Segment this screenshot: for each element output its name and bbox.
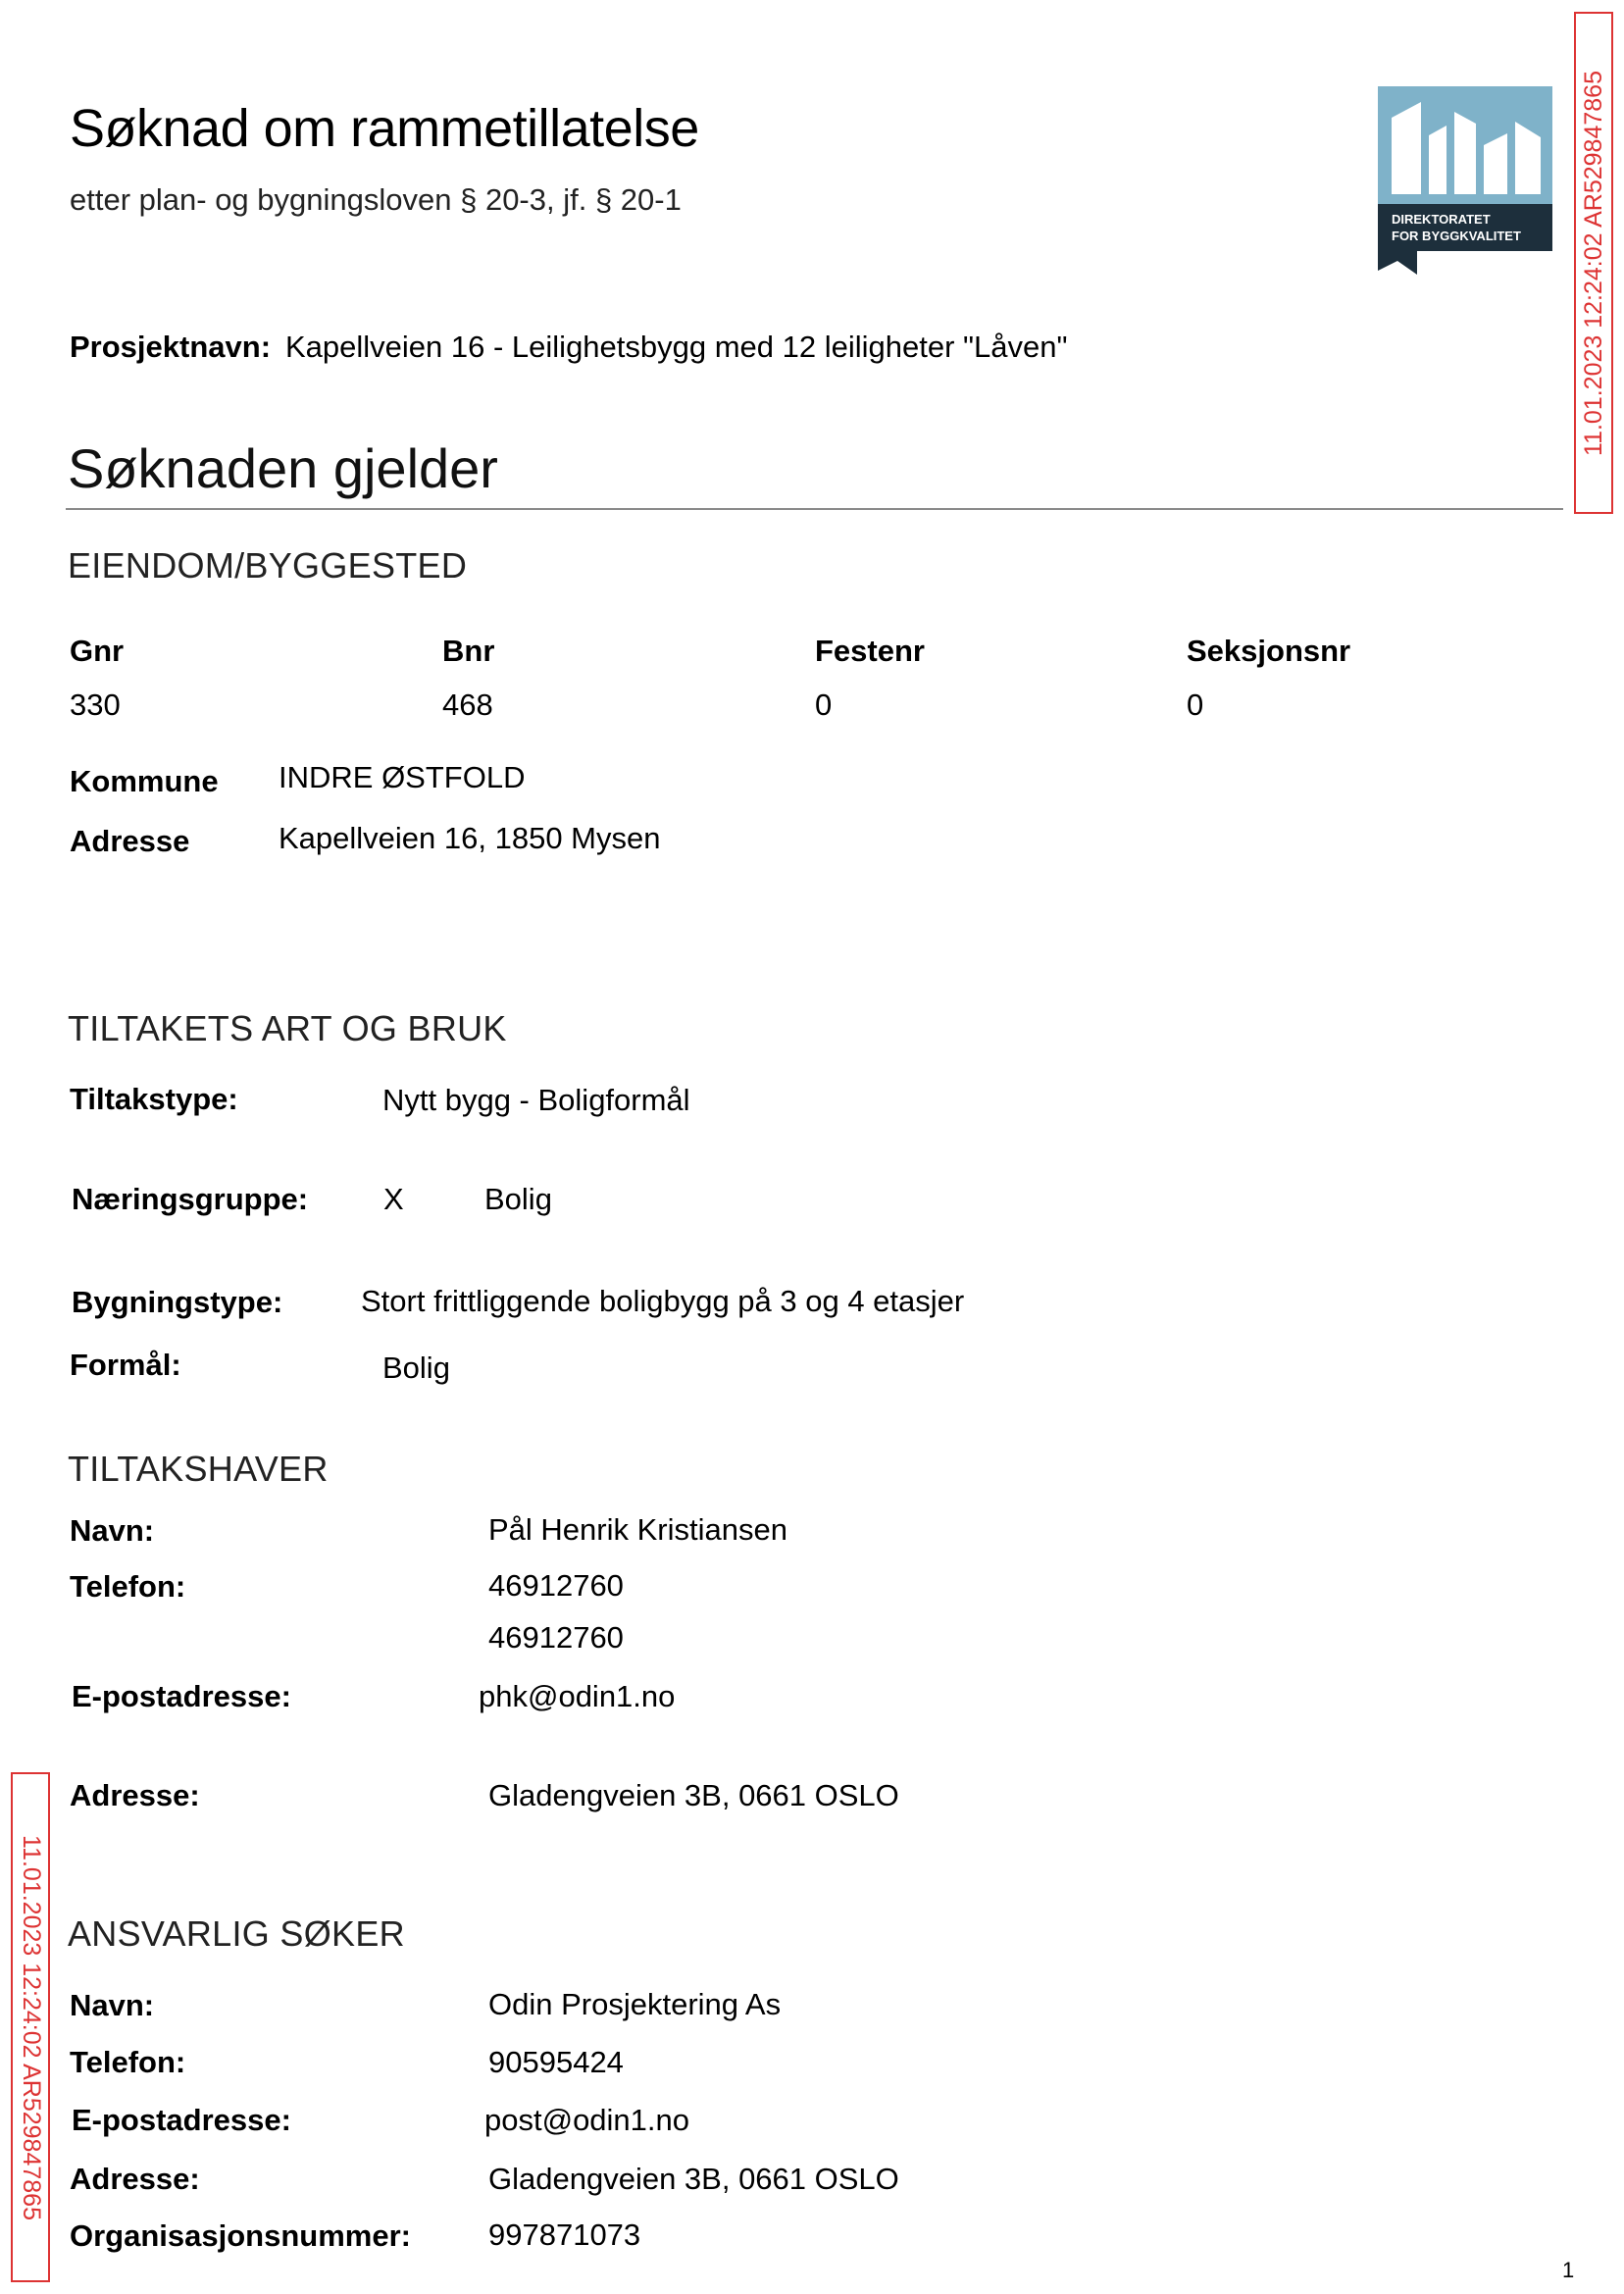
tiltakshaver-adresse-label: Adresse: <box>70 1778 200 1812</box>
naeringsgruppe-label: Næringsgruppe: <box>72 1182 309 1216</box>
festenr-value: 0 <box>815 688 833 722</box>
tiltak-title: TILTAKETS ART OG BRUK <box>68 1008 507 1048</box>
bygningstype-value: Stort frittliggende boligbygg på 3 og 4 etasjer <box>361 1284 965 1318</box>
soker-navn-label: Navn: <box>70 1988 155 2022</box>
soker-epost-value: post@odin1.no <box>484 2103 690 2137</box>
formal-value: Bolig <box>382 1351 450 1385</box>
kommune-label: Kommune <box>70 764 219 798</box>
tiltakshaver-navn-label: Navn: <box>70 1513 155 1548</box>
gnr-value: 330 <box>70 688 121 722</box>
tiltakshaver-telefon-value: 46912760 <box>488 1568 624 1603</box>
naeringsgruppe-code: X <box>383 1182 404 1216</box>
seksjonsnr-value: 0 <box>1187 688 1204 722</box>
logo-text-line2: FOR BYGGKVALITET <box>1392 229 1521 243</box>
bnr-label: Bnr <box>442 634 495 668</box>
soker-telefon-value: 90595424 <box>488 2045 624 2079</box>
tiltakshaver-title: TILTAKSHAVER <box>68 1449 329 1489</box>
receipt-stamp-left <box>11 1772 50 2282</box>
naeringsgruppe-value: Bolig <box>484 1182 552 1216</box>
tiltakshaver-epost-label: E-postadresse: <box>72 1679 291 1713</box>
soker-adresse-value: Gladengveien 3B, 0661 OSLO <box>488 2162 899 2196</box>
adresse-value: Kapellveien 16, 1850 Mysen <box>279 821 661 855</box>
tiltakshaver-epost-value: phk@odin1.no <box>479 1679 676 1713</box>
document-subtitle: etter plan- og bygningsloven § 20-3, jf. § 20-1 <box>70 182 682 217</box>
receipt-stamp-text: 11.01.2023 12:24:02 AR529847865 <box>17 1834 45 2220</box>
gnr-label: Gnr <box>70 634 125 668</box>
bygningstype-label: Bygningstype: <box>72 1285 283 1319</box>
soker-telefon-label: Telefon: <box>70 2045 186 2079</box>
tiltakshaver-telefon-value-2: 46912760 <box>488 1620 624 1655</box>
formal-label: Formål: <box>70 1348 181 1382</box>
tiltakstype-value: Nytt bygg - Boligformål <box>382 1083 690 1117</box>
document-title: Søknad om rammetillatelse <box>70 99 699 158</box>
page-number: 1 <box>1562 2258 1575 2282</box>
soker-org-value: 997871073 <box>488 2218 641 2252</box>
project-value: Kapellveien 16 - Leilighetsbygg med 12 leiligheter "Låven" <box>285 330 1068 364</box>
dibk-logo-icon <box>1378 86 1552 275</box>
soker-adresse-label: Adresse: <box>70 2162 200 2196</box>
receipt-stamp-top <box>1574 12 1613 514</box>
ansvarlig-soker-title: ANSVARLIG SØKER <box>68 1913 405 1954</box>
tiltakshaver-adresse-value: Gladengveien 3B, 0661 OSLO <box>488 1778 899 1812</box>
eiendom-title: EIENDOM/BYGGESTED <box>68 545 468 586</box>
project-label: Prosjektnavn: <box>70 330 272 364</box>
receipt-stamp-text: 11.01.2023 12:24:02 AR529847865 <box>1579 70 1607 456</box>
kommune-value: INDRE ØSTFOLD <box>279 760 526 794</box>
bnr-value: 468 <box>442 688 493 722</box>
section-heading: Søknaden gjelder <box>68 437 498 499</box>
soker-org-label: Organisasjonsnummer: <box>70 2218 411 2253</box>
dibk-logo <box>1378 86 1552 275</box>
tiltakstype-label: Tiltakstype: <box>70 1082 238 1116</box>
logo-text-line1: DIREKTORATET <box>1392 212 1491 227</box>
seksjonsnr-label: Seksjonsnr <box>1187 634 1351 668</box>
tiltakshaver-navn-value: Pål Henrik Kristiansen <box>488 1512 787 1547</box>
heading-divider <box>66 508 1563 510</box>
soker-epost-label: E-postadresse: <box>72 2103 291 2137</box>
festenr-label: Festenr <box>815 634 925 668</box>
adresse-label: Adresse <box>70 824 190 858</box>
soker-navn-value: Odin Prosjektering As <box>488 1987 782 2021</box>
tiltakshaver-telefon-label: Telefon: <box>70 1569 186 1604</box>
